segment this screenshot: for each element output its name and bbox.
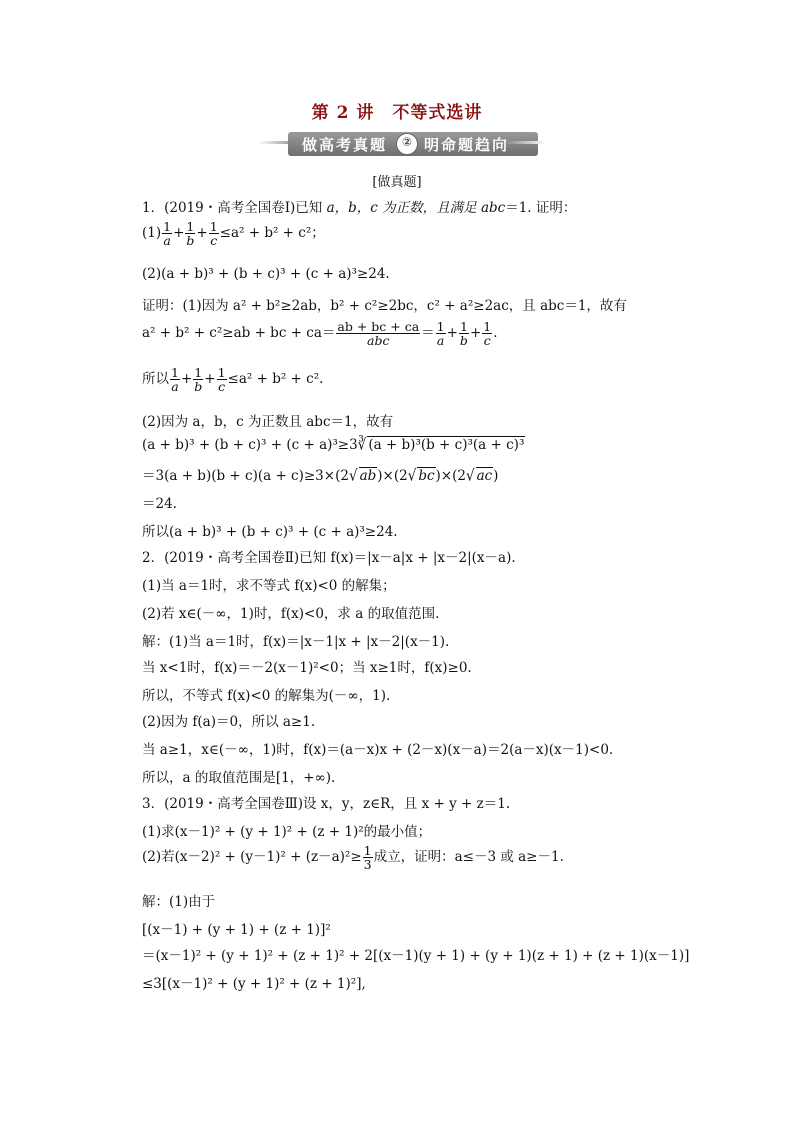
problem-3-question-1: (1)求(x－1)² + (y + 1)² + (z + 1)²的最小值； [142, 824, 432, 840]
problem-3-statement: 3．(2019・高考全国卷Ⅲ)设 x，y，z∈R，且 x + y + z＝1. [142, 796, 511, 812]
problem-1-statement: 1．(2019・高考全国卷Ⅰ)已知 a，b，c 为正数，且满足 abc＝1. 证明： [142, 200, 577, 216]
proof-1-line-5: (a + b)³ + (b + c)³ + (c + a)³≥3∛ (a + b)³(b + c)³(a + c)³ [142, 435, 525, 455]
fraction-1-over-c: $\frac{1}{c}$ [209, 219, 218, 248]
proof-1-line-6: ＝3(a + b)(b + c)(a + c)≥3×(2√ ab)×(2√ bc)×(2√ ac) [142, 466, 499, 486]
banner-right-text: 明命题趋向 [424, 136, 510, 154]
section-banner [258, 130, 536, 157]
solution-2-line-4: (2)因为 f(a)＝0，所以 a≥1. [142, 714, 316, 730]
problem-2-question-1: (1)当 a＝1时，求不等式 f(x)<0 的解集； [142, 578, 396, 594]
banner-left-text: 做高考真题 [302, 136, 388, 154]
problem-2-statement: 2．(2019・高考全国卷Ⅱ)已知 f(x)＝|x－a|x + |x－2|(x－a). [142, 550, 516, 566]
proof-1-line-3: 所以 $\frac{1}{a}$ + $\frac{1}{b}$ + $\frac{1}{c}$ ≤a² + b² + c². [142, 365, 324, 394]
proof-1-line-4: (2)因为 a，b，c 为正数且 abc＝1，故有 [142, 414, 394, 430]
banner-number: ② [401, 135, 413, 149]
section-label: [做真题] [372, 175, 422, 190]
solution-3-line-3: ＝(x－1)² + (y + 1)² + (z + 1)² + 2[(x－1)(y + 1) + (y + 1)(z + 1) + (z + 1)(x－1)] [142, 948, 690, 964]
solution-2-line-6: 所以，a 的取值范围是[1，+∞). [142, 770, 336, 786]
proof-1-line-2: a² + b² + c²≥ab + bc + ca＝ $\frac{ab + bc + ca}{\text{abc}}$ ＝ $\frac{1}{a}$ + $\frac{1}{b}$ + $\frac{1}{c}$ . [142, 319, 498, 348]
problem-1-part-2: (2)(a + b)³ + (b + c)³ + (c + a)³≥24. [142, 266, 390, 282]
proof-1-line-7: ＝24. [142, 496, 177, 512]
problem-2-question-2: (2)若 x∈(－∞，1)时，f(x)<0，求 a 的取值范围. [142, 606, 440, 622]
problem-3-question-2: (2)若(x－2)² + (y－1)² + (z－a)²≥ $\frac{1}{3}$ 成立，证明：a≤－3 或 a≥－1. [142, 843, 564, 872]
fraction-1-over-a: $\frac{1}{a}$ [163, 219, 172, 248]
solution-3-line-1: 解：(1)由于 [142, 894, 216, 910]
proof-1-line-8: 所以(a + b)³ + (b + c)³ + (c + a)³≥24. [142, 524, 398, 540]
fraction-1-over-b: $\frac{1}{b}$ [186, 219, 195, 248]
fraction-one-third: $\frac{1}{3}$ [363, 843, 372, 872]
solution-2-line-2: 当 x<1时，f(x)＝－2(x－1)²<0；当 x≥1时，f(x)≥0. [142, 660, 472, 676]
solution-2-line-5: 当 a≥1，x∈(－∞，1)时，f(x)＝(a－x)x + (2－x)(x－a)＝2(a－x)(x－1)<0. [142, 742, 614, 758]
proof-1-line-1: 证明：(1)因为 a² + b²≥2ab，b² + c²≥2bc，c² + a²≥2ac，且 abc＝1，故有 [142, 298, 627, 314]
banner-number-badge [396, 133, 418, 155]
solution-3-line-4: ≤3[(x－1)² + (y + 1)² + (z + 1)²], [142, 976, 366, 992]
cube-root-sign: ∛ [357, 435, 367, 455]
problem-1-part-1: (1) $\frac{1}{a}$ + $\frac{1}{b}$ + $\frac{1}{c}$ ≤a² + b² + c²； [142, 219, 325, 248]
solution-3-line-2: [(x－1) + (y + 1) + (z + 1)]² [142, 922, 331, 938]
sqrt-sign: √ [348, 466, 358, 486]
page-title: 第 2 讲 不等式选讲 [311, 103, 483, 123]
solution-2-line-1: 解：(1)当 a＝1时，f(x)＝|x－1|x + |x－2|(x－1). [142, 634, 450, 650]
fraction-sum-over-abc: $\frac{ab + bc + ca}{\text{abc}}$ [337, 319, 420, 348]
solution-2-line-3: 所以，不等式 f(x)<0 的解集为(－∞，1). [142, 688, 391, 704]
banner-right-wing [506, 141, 546, 144]
